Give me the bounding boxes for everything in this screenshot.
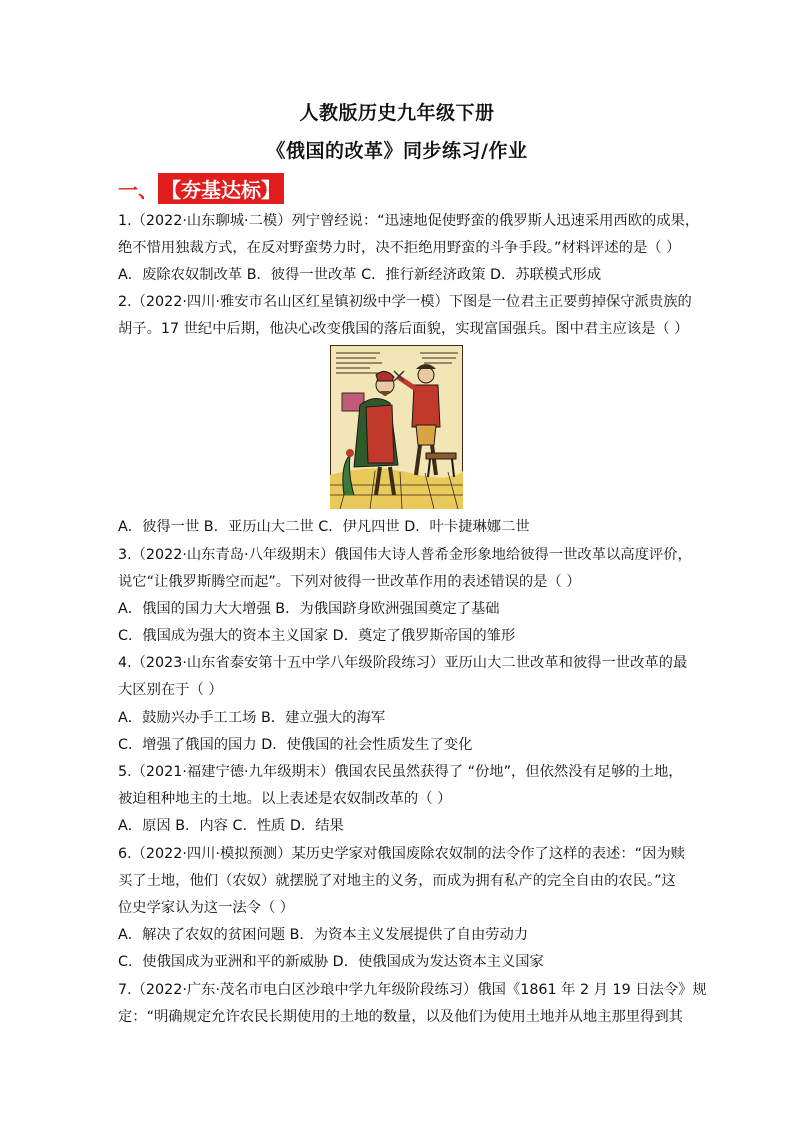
q2-options: A．彼得一世 B．亚历山大二世 C．伊凡四世 D．叶卡捷琳娜二世 — [118, 519, 530, 535]
q7-line-2: 定：“明确规定允许农民长期使用的土地的数量，以及他们为使用土地并从地主那里得到其 — [118, 1009, 683, 1025]
q4-line-2: 大区别在于（ ） — [118, 682, 223, 698]
q2-line-1: 2.（2022·四川·雅安市名山区红星镇初级中学一模）下图是一位君主正要剪掉保守派贵族的 — [118, 294, 692, 310]
q1-line-2: 绝不惜用独裁方式，在反对野蛮势力时，决不拒绝用野蛮的斗争手段。”材料评述的是（ ） — [118, 240, 681, 256]
q6-line-3: 位史学家认为这一法令（ ） — [118, 900, 295, 916]
q5-options: A．原因 B．内容 C．性质 D．结果 — [118, 818, 344, 834]
q6-options-1: A．解决了农奴的贫困问题 B．为资本主义发展提供了自由劳动力 — [118, 927, 529, 943]
section-number: 一、 — [118, 178, 158, 202]
q4-line-1: 4.（2023·山东省泰安第十五中学八年级阶段练习）亚历山大二世改革和彼得一世改革的最 — [118, 655, 688, 671]
q6-options-2: C．使俄国成为亚洲和平的新威胁 D．使俄国成为发达资本主义国家 — [118, 954, 544, 970]
q1-line-1: 1.（2022·山东聊城·二模）列宁曾经说：“迅速地促使野蛮的俄罗斯人迅速采用西欧的成果， — [118, 213, 700, 229]
q5-line-1: 5.（2021·福建宁德·九年级期末）俄国农民虽然获得了 “份地”，但依然没有足够的土地， — [118, 764, 683, 780]
document-subtitle: 《俄国的改革》同步练习/作业 — [266, 140, 528, 162]
q3-line-1: 3.（2022·山东青岛·八年级期末）俄国伟大诗人普希金形象地给彼得一世改革以高度评价， — [118, 547, 692, 563]
q3-line-2: 说它“让俄罗斯腾空而起”。下列对彼得一世改革作用的表述错误的是（ ） — [118, 574, 581, 590]
q3-options-2: C．俄国成为强大的资本主义国家 D．奠定了俄罗斯帝国的雏形 — [118, 628, 516, 644]
q1-options: A．废除农奴制改革 B．彼得一世改革 C．推行新经济政策 D．苏联模式形成 — [118, 267, 602, 283]
q6-line-2: 买了土地，他们（农奴）就摆脱了对地主的义务，而成为拥有私产的完全自由的农民。”这 — [118, 873, 676, 889]
q3-options-1: A．俄国的国力大大增强 B．为俄国跻身欧洲强国奠定了基础 — [118, 601, 500, 617]
illustration-peter-cutting-beard — [330, 345, 463, 509]
q2-line-2: 胡子。17 世纪中后期，他决心改变俄国的落后面貌，实现富国强兵。图中君主应该是（ ） — [118, 321, 689, 337]
q7-line-1: 7.（2022·广东·茂名市电白区沙琅中学九年级阶段练习）俄国《1861 年 2 月 19 日法令》规 — [118, 982, 707, 998]
q6-line-1: 6.（2022·四川·模拟预测）某历史学家对俄国废除农奴制的法令作了这样的表述：“因为赎 — [118, 846, 685, 862]
section-label: 【夯基达标】 — [158, 173, 284, 204]
section-heading — [118, 173, 284, 204]
q4-options-1: A．鼓励兴办手工工场 B．建立强大的海军 — [118, 710, 386, 726]
q5-line-2: 被迫租种地主的土地。以上表述是农奴制改革的（ ） — [118, 791, 452, 807]
q4-options-2: C．增强了俄国的国力 D．使俄国的社会性质发生了变化 — [118, 737, 473, 753]
document-title: 人教版历史九年级下册 — [299, 102, 495, 124]
